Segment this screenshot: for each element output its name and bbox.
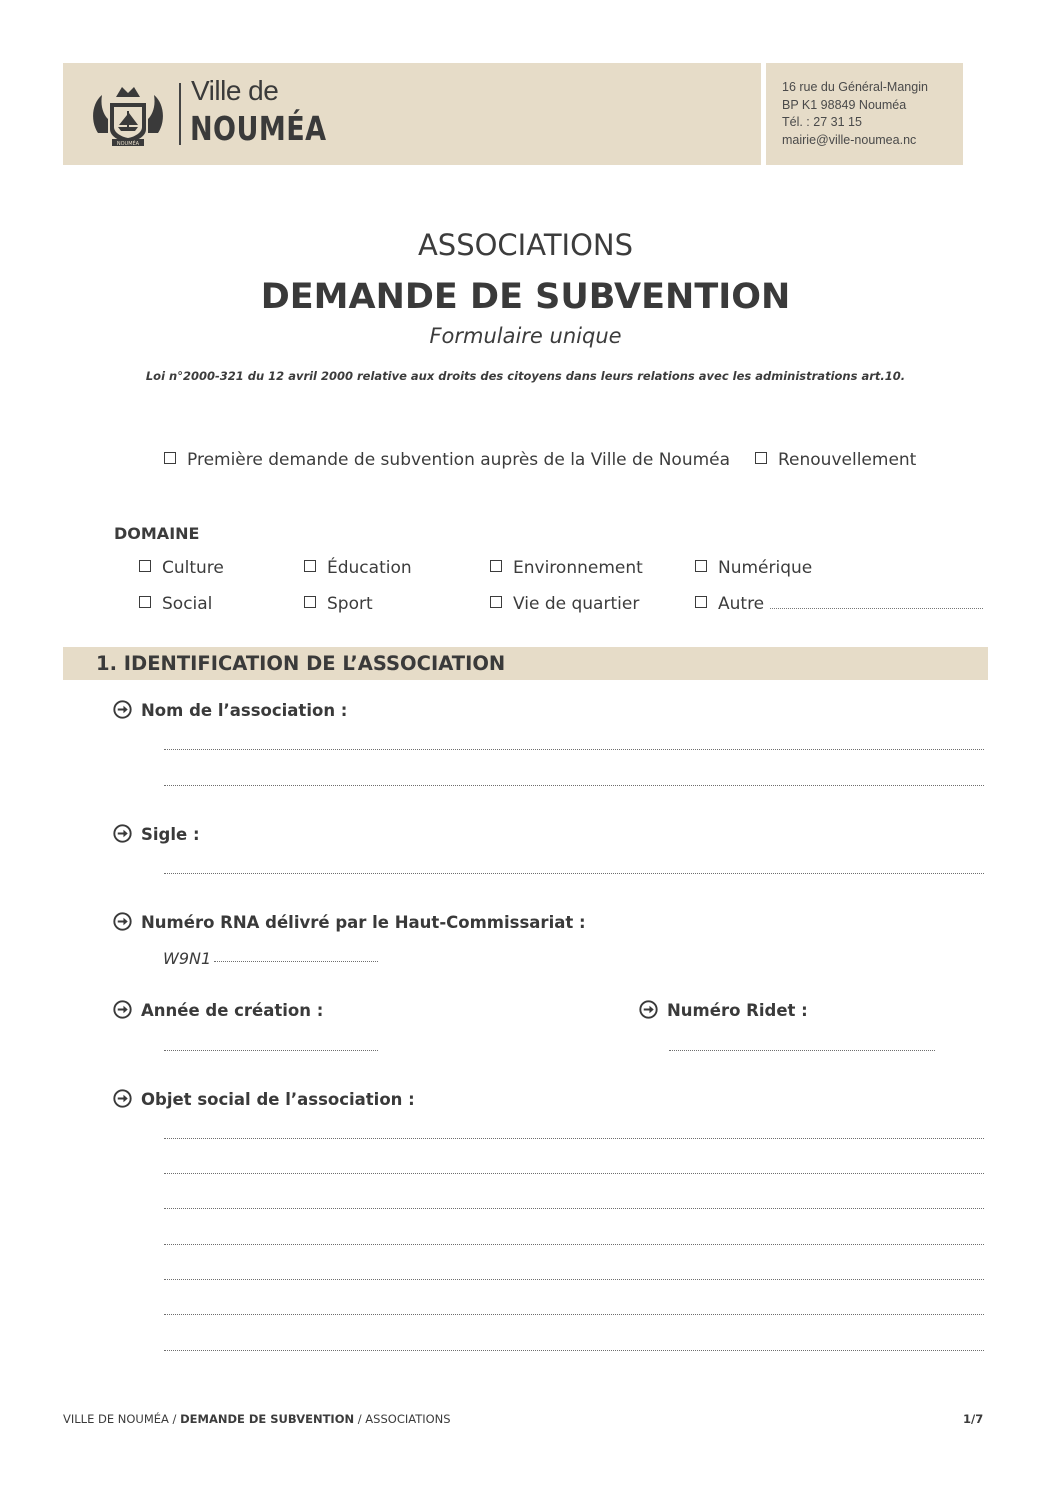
checkbox-label: Culture <box>162 558 224 578</box>
page-number: 1/7 <box>963 1412 984 1426</box>
arrow-right-circle-icon <box>113 700 132 719</box>
city-name-prefix: Ville de <box>191 75 279 106</box>
answer-line[interactable] <box>164 1244 984 1245</box>
section-header <box>63 647 988 680</box>
answer-line[interactable] <box>164 1173 984 1174</box>
checkbox[interactable] <box>304 560 316 572</box>
email-line: mairie@ville-noumea.nc <box>782 132 917 147</box>
arrow-right-circle-icon <box>639 1000 658 1019</box>
question-label: Sigle : <box>141 825 200 844</box>
answer-line[interactable] <box>164 1314 984 1315</box>
checkbox-vie-de-quartier[interactable] <box>490 594 639 614</box>
question-annee <box>113 1000 323 1020</box>
document-subtitle: Formulaire unique <box>429 324 622 348</box>
domaine-label: DOMAINE <box>114 524 200 543</box>
answer-line[interactable] <box>164 785 984 786</box>
law-reference: Loi n°2000-321 du 12 avril 2000 relative aux droits des citoyens dans leurs relations avec les administrations art.10. <box>145 369 906 383</box>
address-block <box>782 79 928 149</box>
footer-breadcrumb <box>63 1412 451 1426</box>
question-rna <box>113 912 586 932</box>
arrow-right-circle-icon <box>113 1000 132 1019</box>
question-label: Objet social de l’association : <box>141 1090 415 1109</box>
footer-document: DEMANDE DE SUBVENTION <box>180 1412 355 1426</box>
checkbox[interactable] <box>490 560 502 572</box>
question-label: Nom de l’association : <box>141 701 348 720</box>
checkbox-label: Vie de quartier <box>513 594 640 614</box>
checkbox[interactable] <box>490 596 502 608</box>
document-title: DEMANDE DE SUBVENTION <box>260 277 791 317</box>
document-category: ASSOCIATIONS <box>417 228 634 262</box>
footer-category: / ASSOCIATIONS <box>354 1412 451 1426</box>
checkbox-renewal[interactable] <box>755 450 916 470</box>
arrow-right-circle-icon <box>113 824 132 843</box>
checkbox-environnement[interactable] <box>490 558 643 578</box>
answer-line[interactable] <box>164 1279 984 1280</box>
checkbox[interactable] <box>695 560 707 572</box>
checkbox-sport[interactable] <box>304 594 373 614</box>
checkbox[interactable] <box>139 596 151 608</box>
checkbox-label: Sport <box>327 594 373 614</box>
question-nom <box>113 700 347 720</box>
answer-line[interactable] <box>164 1138 984 1139</box>
address-line: 16 rue du Général-Mangin <box>782 80 928 94</box>
question-ridet <box>639 1000 808 1020</box>
answer-line[interactable] <box>164 1208 984 1209</box>
address-panel <box>766 63 963 165</box>
answer-line[interactable] <box>164 1350 984 1351</box>
checkbox-first-request[interactable] <box>164 450 730 470</box>
checkbox-education[interactable] <box>304 558 412 578</box>
checkbox-label: Autre <box>718 594 765 614</box>
question-label: Numéro RNA délivré par le Haut-Commissariat : <box>141 913 586 932</box>
checkbox-numerique[interactable] <box>695 558 812 578</box>
city-name: NOUMÉA <box>190 109 327 148</box>
checkbox[interactable] <box>304 596 316 608</box>
header-banner <box>63 63 761 165</box>
checkbox[interactable] <box>139 560 151 572</box>
address-line: BP K1 98849 Nouméa <box>782 97 907 112</box>
rna-prefix: W9N1 <box>163 949 212 968</box>
checkbox[interactable] <box>695 596 707 608</box>
answer-line[interactable] <box>164 749 984 750</box>
checkbox-label: Social <box>162 594 213 614</box>
question-label: Numéro Ridet : <box>667 1001 808 1020</box>
checkbox-label: Environnement <box>513 558 643 578</box>
autre-input-line[interactable] <box>770 596 983 609</box>
phone-line: Tél. : 27 31 15 <box>782 115 862 129</box>
question-sigle <box>113 824 200 844</box>
arrow-right-circle-icon <box>113 912 132 931</box>
section-title: 1. IDENTIFICATION DE L’ASSOCIATION <box>96 652 506 675</box>
checkbox[interactable] <box>755 452 767 464</box>
question-label: Année de création : <box>141 1001 324 1020</box>
checkbox-label: Numérique <box>718 558 813 578</box>
question-objet-social <box>113 1089 415 1109</box>
city-crest-logo <box>88 81 168 147</box>
checkbox[interactable] <box>164 452 176 464</box>
rna-input-line[interactable] <box>214 961 378 962</box>
checkbox-autre[interactable] <box>695 594 983 614</box>
checkbox-label: Renouvellement <box>778 450 917 470</box>
checkbox-culture[interactable] <box>139 558 224 578</box>
checkbox-label: Éducation <box>327 558 412 578</box>
annee-input-line[interactable] <box>164 1050 378 1051</box>
arrow-right-circle-icon <box>113 1089 132 1108</box>
svg-text:NOUMÉA: NOUMÉA <box>116 141 140 147</box>
footer-city: VILLE DE NOUMÉA / <box>63 1412 181 1426</box>
logo-divider <box>179 83 181 145</box>
answer-line[interactable] <box>164 873 984 874</box>
checkbox-social[interactable] <box>139 594 212 614</box>
checkbox-label: Première demande de subvention auprès de la Ville de Nouméa <box>187 450 731 470</box>
ridet-input-line[interactable] <box>669 1050 935 1051</box>
